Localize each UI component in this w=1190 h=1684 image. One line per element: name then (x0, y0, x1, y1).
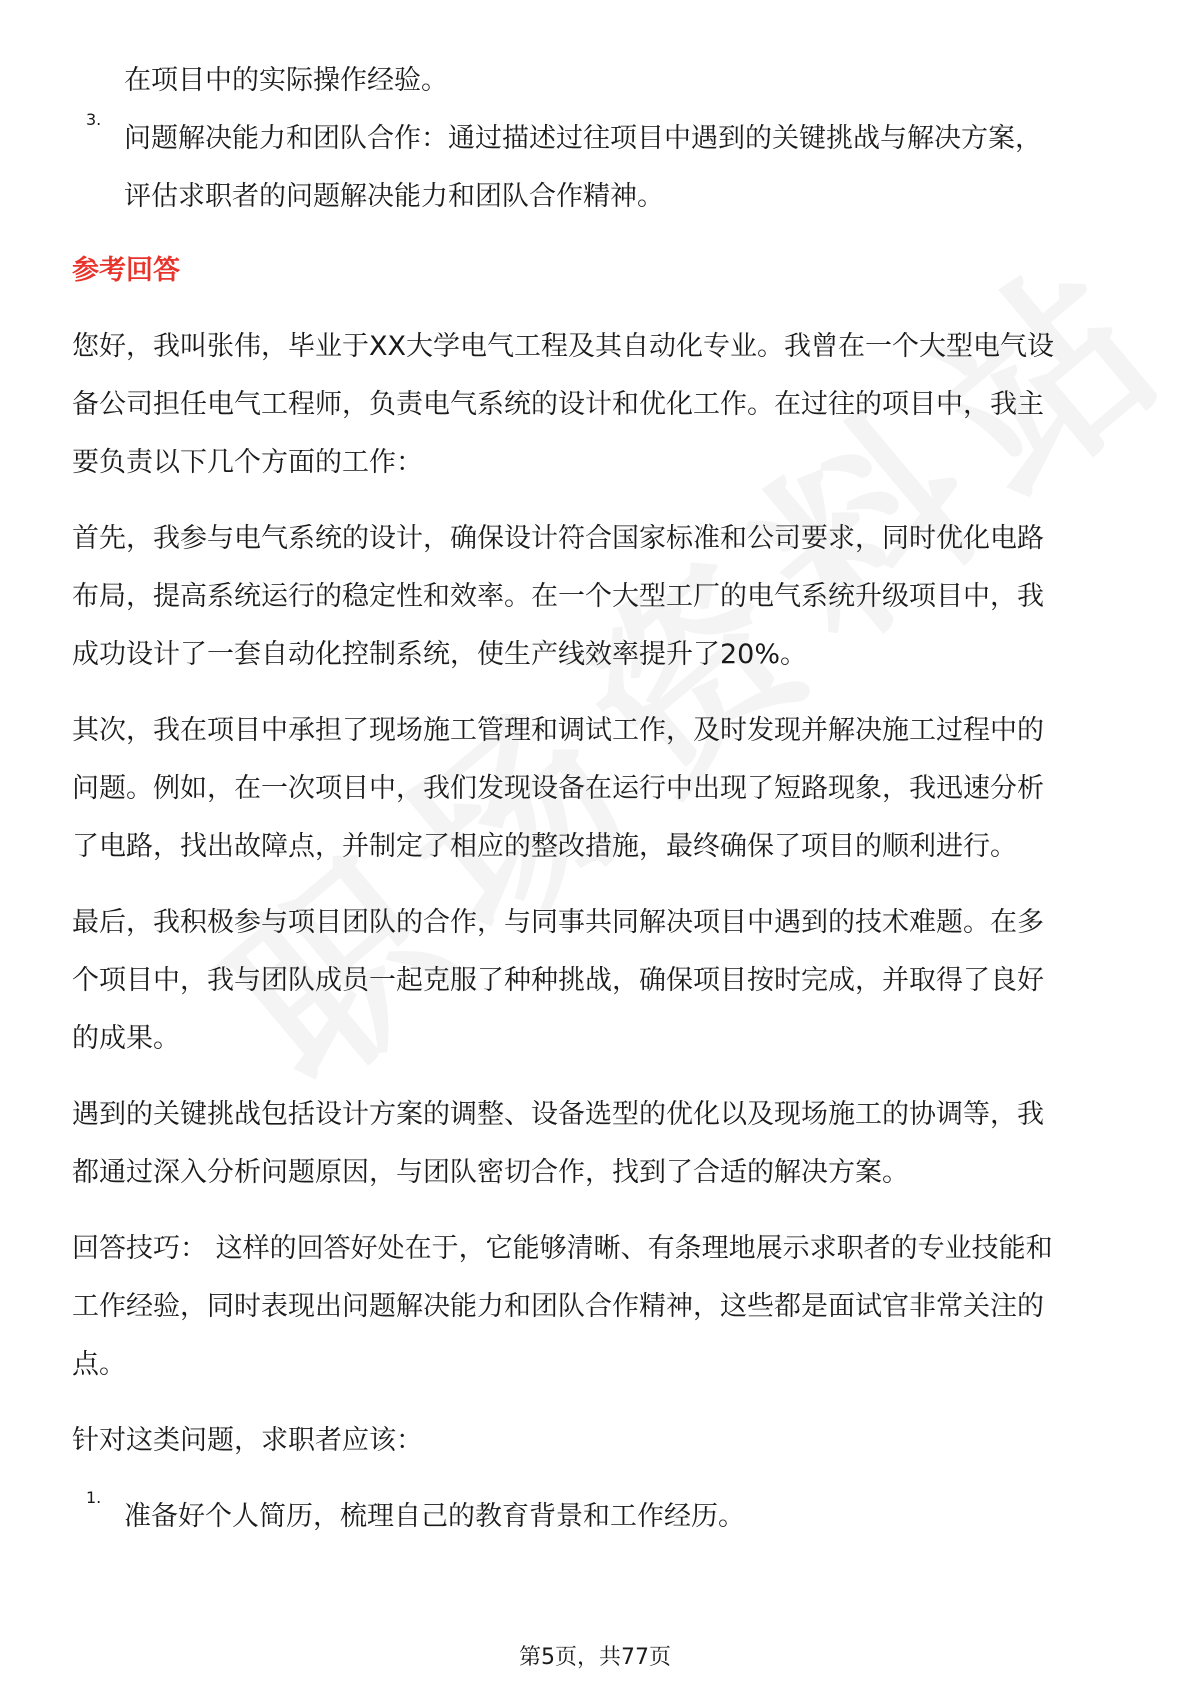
paragraph-last (72, 894, 1132, 1068)
paragraph-line: 针对这类问题，求职者应该： (72, 1425, 423, 1456)
list-item-1 (72, 1488, 1132, 1546)
list-number: 3. (86, 110, 102, 129)
list-item-text: 评估求职者的问题解决能力和团队合作精神。 (124, 181, 664, 212)
paragraph-line: 工作经验，同时表现出问题解决能力和团队合作精神，这些都是面试官非常关注的 (72, 1291, 1044, 1322)
paragraph-line: 最后，我积极参与项目团队的合作，与同事共同解决项目中遇到的技术难题。在多 (72, 907, 1044, 938)
page-footer: 第5页，共77页 (519, 1645, 671, 1670)
paragraph-line: 个项目中，我与团队成员一起克服了种种挑战，确保项目按时完成，并取得了良好 (72, 965, 1044, 996)
paragraph-advice-intro (72, 1412, 1132, 1470)
paragraph-intro (72, 318, 1132, 492)
paragraph-line: 其次，我在项目中承担了现场施工管理和调试工作，及时发现并解决施工过程中的 (72, 715, 1044, 746)
list-continuation: 在项目中的实际操作经验。 (124, 65, 448, 96)
paragraph-line: 布局，提高系统运行的稳定性和效率。在一个大型工厂的电气系统升级项目中，我 (72, 581, 1044, 612)
document-body (72, 52, 1132, 1546)
paragraph-line: 遇到的关键挑战包括设计方案的调整、设备选型的优化以及现场施工的协调等，我 (72, 1099, 1044, 1130)
list-item-3 (72, 110, 1132, 226)
section-heading: 参考回答 (72, 255, 180, 286)
paragraph-line: 点。 (72, 1349, 126, 1380)
list-item-text: 问题解决能力和团队合作：通过描述过往项目中遇到的关键挑战与解决方案， (124, 123, 1042, 154)
paragraph-line: 了电路，找出故障点，并制定了相应的整改措施，最终确保了项目的顺利进行。 (72, 831, 1017, 862)
paragraph-line: 都通过深入分析问题原因，与团队密切合作，找到了合适的解决方案。 (72, 1157, 909, 1188)
paragraph-line: 回答技巧： 这样的回答好处在于，它能够清晰、有条理地展示求职者的专业技能和 (72, 1233, 1053, 1264)
list-number: 1. (86, 1488, 102, 1507)
paragraph-line: 要负责以下几个方面的工作： (72, 447, 423, 478)
paragraph-line: 您好，我叫张伟，毕业于XX大学电气工程及其自动化专业。我曾在一个大型电气设 (72, 331, 1054, 362)
paragraph-line: 的成果。 (72, 1023, 180, 1054)
list-item-text: 准备好个人简历，梳理自己的教育背景和工作经历。 (124, 1501, 745, 1532)
paragraph-line: 成功设计了一套自动化控制系统，使生产线效率提升了20%。 (72, 639, 808, 670)
paragraph-second (72, 702, 1132, 876)
paragraph-line: 备公司担任电气工程师，负责电气系统的设计和优化工作。在过往的项目中，我主 (72, 389, 1044, 420)
paragraph-tips (72, 1220, 1132, 1394)
paragraph-line: 首先，我参与电气系统的设计，确保设计符合国家标准和公司要求，同时优化电路 (72, 523, 1044, 554)
paragraph-line: 问题。例如，在一次项目中，我们发现设备在运行中出现了短路现象，我迅速分析 (72, 773, 1044, 804)
paragraph-first (72, 510, 1132, 684)
paragraph-challenges (72, 1086, 1132, 1202)
